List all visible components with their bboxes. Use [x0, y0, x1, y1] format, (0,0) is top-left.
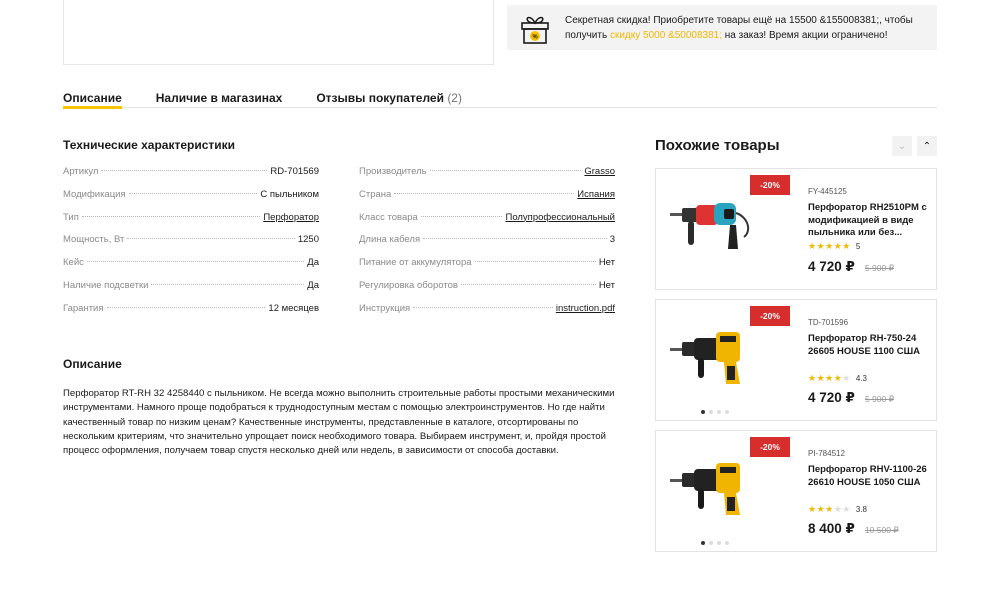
carousel-dot[interactable] — [717, 410, 721, 414]
spec-row — [359, 303, 615, 326]
spec-row — [63, 212, 319, 235]
spec-dots-divider — [423, 238, 607, 239]
tab-description[interactable] — [63, 80, 122, 108]
spec-label: Гарантия — [63, 302, 104, 314]
carousel-dot[interactable] — [725, 541, 729, 545]
product-price — [808, 521, 899, 537]
spec-dots-divider — [461, 284, 596, 285]
specs-left-column — [63, 166, 319, 326]
spec-row — [63, 166, 319, 189]
promo-line-1: Секретная скидка! Приобретите товары ещё на 15500 &155008381;, чтобы — [565, 14, 913, 26]
product-name-link[interactable]: Перфоратор RHV-1100-26 26610 HOUSE 1050 США — [808, 464, 927, 488]
tab-description-label: Описание — [63, 91, 122, 105]
spec-row — [63, 257, 319, 280]
chevron-up-icon: ⌃ — [922, 140, 932, 152]
spec-value: 1250 — [297, 234, 319, 246]
product-card[interactable] — [655, 168, 937, 290]
spec-label: Питание от аккумулятора — [359, 257, 472, 269]
spec-value: RD-701569 — [270, 166, 319, 177]
carousel-dot[interactable] — [717, 541, 721, 545]
product-name-link[interactable]: Перфоратор RH2510PM с модификацией в виде пыльника или без... — [808, 202, 927, 238]
spec-row — [359, 234, 615, 257]
spec-label: Производитель — [359, 166, 427, 177]
image-carousel-dots — [701, 410, 729, 414]
carousel-dot[interactable] — [709, 541, 713, 545]
carousel-dot[interactable] — [701, 410, 705, 414]
gift-icon — [519, 11, 551, 45]
current-price: 4 720 ₽ — [808, 390, 855, 405]
spec-label: Мощность, Вт — [63, 234, 125, 246]
spec-dots-divider — [129, 193, 258, 194]
current-price: 4 720 ₽ — [808, 259, 855, 274]
spec-dots-divider — [101, 170, 267, 171]
spec-label: Длина кабеля — [359, 234, 421, 246]
product-rating — [808, 241, 860, 252]
spec-value-link[interactable]: Полупрофессиональный — [505, 211, 615, 223]
spec-value-link[interactable]: Перфоратор — [263, 211, 319, 223]
current-price: 8 400 ₽ — [808, 521, 855, 536]
spec-row — [359, 280, 615, 303]
product-name-link[interactable]: Перфоратор RH-750-24 26605 HOUSE 1100 США — [808, 333, 920, 357]
specs-title: Технические характеристики — [63, 138, 236, 152]
spec-row — [63, 189, 319, 212]
chevron-down-icon: ⌄ — [897, 140, 907, 152]
carousel-dot[interactable] — [709, 410, 713, 414]
spec-label: Артикул — [63, 166, 99, 177]
spec-label: Тип — [63, 211, 79, 223]
spec-value: Да — [307, 257, 319, 269]
image-carousel-dots — [701, 541, 729, 545]
discount-badge: -20% — [750, 437, 790, 457]
spec-dots-divider — [430, 170, 582, 171]
product-gallery-frame — [63, 0, 494, 65]
spec-value: Нет — [598, 279, 615, 291]
product-image[interactable] — [666, 322, 758, 398]
spec-row — [359, 257, 615, 280]
promo-text — [565, 13, 913, 43]
spec-row — [63, 280, 319, 303]
carousel-dot[interactable] — [701, 541, 705, 545]
similar-next-button[interactable] — [917, 136, 937, 156]
rating-value: 3.8 — [855, 505, 867, 514]
tab-reviews[interactable] — [316, 80, 462, 108]
spec-dots-divider — [413, 307, 553, 308]
tab-reviews-label: Отзывы покупателей — [316, 91, 444, 105]
product-price — [808, 259, 894, 275]
spec-value-link[interactable]: instruction.pdf — [555, 302, 615, 314]
product-rating — [808, 373, 867, 384]
rating-value: 5 — [855, 242, 861, 251]
product-rating — [808, 504, 867, 515]
spec-dots-divider — [87, 261, 304, 262]
old-price: 10 500 ₽ — [864, 525, 899, 535]
spec-dots-divider — [82, 216, 260, 217]
discount-badge: -20% — [750, 306, 790, 326]
rating-value: 4.3 — [855, 374, 867, 383]
spec-label: Кейс — [63, 257, 84, 269]
spec-dots-divider — [394, 193, 574, 194]
spec-value: 12 месяцев — [268, 302, 319, 314]
spec-row — [63, 303, 319, 326]
star-rating-icons: ★★★★★ — [808, 373, 851, 383]
old-price: 5 900 ₽ — [864, 394, 894, 404]
tab-reviews-count: (2) — [447, 91, 462, 105]
discount-badge: -20% — [750, 175, 790, 195]
svg-text:%: % — [532, 34, 538, 40]
rotary-hammer-image — [666, 191, 758, 267]
tab-store-availability-label: Наличие в магазинах — [155, 91, 283, 105]
product-card[interactable] — [655, 299, 937, 421]
product-sku: TD-701596 — [808, 318, 849, 327]
spec-row — [359, 166, 615, 189]
spec-value: Нет — [598, 257, 615, 269]
description-title: Описание — [63, 357, 122, 371]
promo-line-2-end: на заказ! Время акции ограничено! — [722, 29, 888, 41]
similar-products-title: Похожие товары — [655, 137, 780, 154]
promo-discount-link[interactable]: скидку 5000 &50008381; — [609, 29, 722, 41]
spec-label: Страна — [359, 188, 392, 200]
spec-value: 3 — [609, 234, 615, 246]
spec-dots-divider — [475, 261, 596, 262]
spec-row — [63, 234, 319, 257]
spec-dots-divider — [107, 307, 266, 308]
spec-dots-divider — [127, 238, 295, 239]
specs-right-column — [359, 166, 615, 326]
spec-row — [359, 189, 615, 212]
product-image[interactable] — [666, 453, 758, 529]
tab-store-availability[interactable] — [156, 80, 283, 108]
spec-label: Инструкция — [359, 302, 411, 314]
description-text: Перфоратор RT-RH 32 4258440 с пыльником. Не всегда можно выполнить строительные работы простыми механическими инструментами. Намного проще подобраться к труднодоступным местам с помощью электроинструментов. Но где найти качественный товар по низким ценам? Качественные инструменты, представленные в каталоге, отсортированы по нескольким критериям, что значительно упрощает поиск необходимого товара. Выбираем инструмент, и, пройдя простой процесс оформления, получаем товар спустя несколько дней или недель, в зависимости от способа доставки. — [63, 388, 615, 457]
star-rating-icons: ★★★★★ — [808, 241, 851, 251]
carousel-dot[interactable] — [725, 410, 729, 414]
spec-value-link[interactable]: Испания — [577, 188, 615, 200]
product-sku: PI-784512 — [808, 449, 845, 458]
spec-label: Регулировка оборотов — [359, 279, 458, 291]
spec-label: Наличие подсветки — [63, 279, 149, 291]
secret-discount-banner — [507, 5, 937, 50]
spec-value: С пыльником — [260, 188, 319, 200]
star-rating-icons: ★★★★★ — [808, 504, 851, 514]
product-sku: FY-445125 — [808, 187, 847, 196]
product-price — [808, 390, 894, 406]
spec-dots-divider — [421, 216, 503, 217]
spec-row — [359, 212, 615, 235]
product-image[interactable] — [666, 191, 758, 267]
promo-line-2-start: получить — [565, 29, 610, 41]
spec-dots-divider — [151, 284, 304, 285]
spec-label: Модификация — [63, 188, 126, 200]
rotary-hammer-image — [666, 453, 758, 529]
spec-value: Да — [307, 279, 319, 291]
similar-prev-button[interactable] — [892, 136, 912, 156]
product-tabs — [63, 80, 937, 108]
product-card[interactable] — [655, 430, 937, 552]
rotary-hammer-image — [666, 322, 758, 398]
spec-label: Класс товара — [359, 211, 418, 223]
old-price: 5 900 ₽ — [864, 263, 894, 273]
promo-line-2 — [565, 28, 913, 43]
spec-value-link[interactable]: Grasso — [584, 166, 615, 177]
